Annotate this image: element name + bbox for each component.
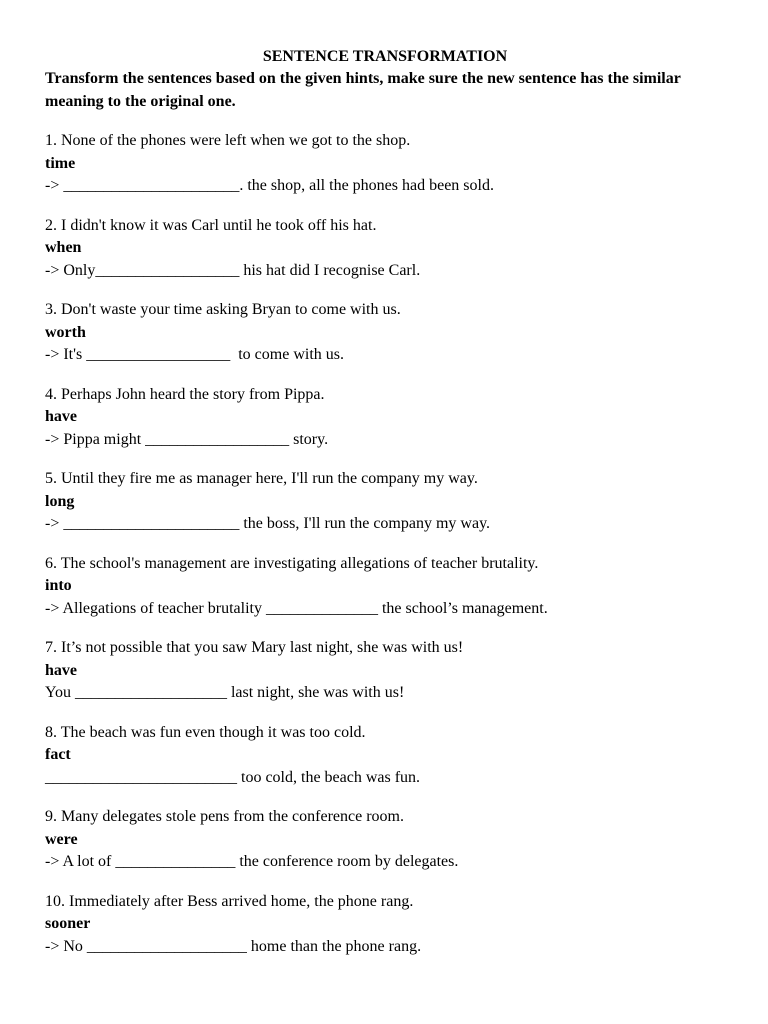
answer-line: -> It's __________________ to come with us.	[45, 346, 344, 363]
hint-word: were	[45, 830, 78, 848]
exercise-item	[45, 130, 725, 198]
answer-line: -> A lot of _______________ the conference room by delegates.	[45, 853, 459, 870]
exercise-item	[45, 891, 725, 959]
original-sentence: 5. Until they fire me as manager here, I'll run the company my way.	[45, 470, 478, 487]
hint-word: sooner	[45, 915, 91, 932]
answer-line: -> Allegations of teacher brutality ______________ the school’s management.	[45, 599, 548, 617]
worksheet-page	[45, 46, 725, 958]
original-sentence: 7. It’s not possible that you saw Mary last night, she was with us!	[45, 639, 464, 656]
hint-word: have	[45, 661, 77, 679]
exercise-item	[45, 553, 725, 621]
original-sentence: 8. The beach was fun even though it was too cold.	[45, 723, 366, 741]
hint-word: have	[45, 408, 77, 425]
answer-line: -> Pippa might __________________ story.	[45, 430, 329, 448]
answer-line: -> ______________________ the boss, I'll run the company my way.	[45, 515, 491, 532]
original-sentence: 4. Perhaps John heard the story from Pippa.	[45, 385, 325, 403]
exercise-item	[45, 299, 725, 367]
original-sentence: 2. I didn't know it was Carl until he took off his hat.	[45, 216, 377, 234]
original-sentence: 3. Don't waste your time asking Bryan to come with us.	[45, 301, 401, 318]
hint-word: fact	[45, 746, 71, 763]
hint-word: when	[45, 239, 82, 256]
worksheet-title: SENTENCE TRANSFORMATION	[262, 48, 508, 65]
exercise-item	[45, 722, 725, 790]
exercise-item	[45, 384, 725, 452]
exercise-item	[45, 637, 725, 705]
answer-line: -> ______________________. the shop, all the phones had been sold.	[45, 177, 494, 194]
original-sentence: 1. None of the phones were left when we got to the shop.	[45, 132, 411, 149]
exercise-item	[45, 468, 725, 536]
original-sentence: 10. Immediately after Bess arrived home, the phone rang.	[45, 892, 414, 910]
hint-word: long	[45, 492, 75, 510]
worksheet-instructions: Transform the sentences based on the given hints, make sure the new sentence has the similar meaning to the original one.	[45, 70, 681, 110]
hint-word: worth	[45, 323, 86, 341]
answer-line: ________________________ too cold, the beach was fun.	[45, 768, 421, 786]
answer-line: You ___________________ last night, she was with us!	[45, 684, 405, 701]
answer-line: -> Only__________________ his hat did I recognise Carl.	[45, 261, 421, 279]
original-sentence: 6. The school's management are investigating allegations of teacher brutality.	[45, 554, 539, 572]
answer-line: -> No ____________________ home than the phone rang.	[45, 937, 422, 955]
exercise-item	[45, 806, 725, 874]
hint-word: into	[45, 577, 72, 594]
original-sentence: 9. Many delegates stole pens from the conference room.	[45, 808, 404, 825]
hint-word: time	[45, 154, 76, 172]
exercise-item	[45, 215, 725, 283]
